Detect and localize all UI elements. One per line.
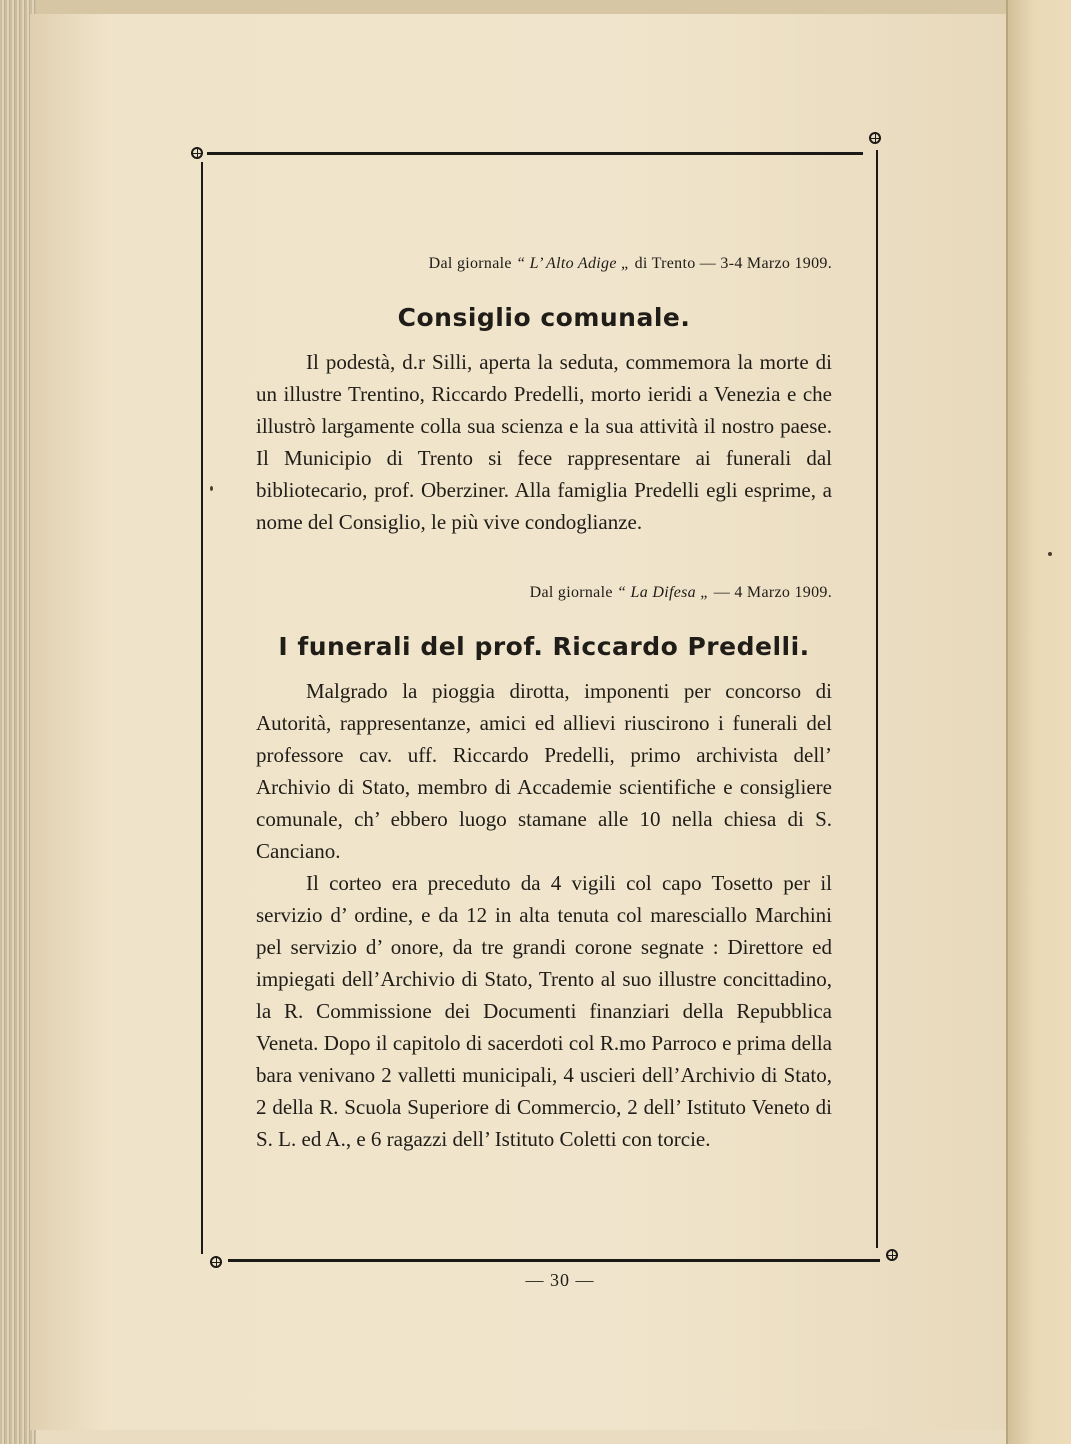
corner-ornament-icon: [210, 1256, 222, 1268]
source-journal: “ L’ Alto Adige „: [516, 255, 631, 272]
frame-bottom-rule: [228, 1259, 880, 1262]
article-2-paragraph-2: Il corteo era preceduto da 4 vigili col capo Tosetto per il servizio d’ ordine, e da 12 in alta tenuta col maresciallo Marchini pel servizio d’ onore, da tre grandi corone segnate : Direttore ed impiegati dell’Archivio di Stato, Trento al suo illustre concittadino, la R. Commissione dei Documenti finanziari della Repubblica Veneta. Dopo il capitolo di sacerdoti col R.mo Parroco e prima della bara venivano 2 valletti municipali, 4 uscieri dell’Archivio di Stato, 2 della R. Scuola Superiore di Commercio, 2 dell’ Istituto Veneto di S. L. ed A., e 6 ragazzi dell’ Istituto Coletti con torcie.: [256, 871, 832, 1151]
corner-ornament-icon: [191, 147, 203, 159]
article-1-heading: Consiglio comunale.: [397, 303, 691, 332]
article-2-heading: I funerali del prof. Riccardo Predelli.: [278, 632, 810, 661]
paper-speck: [1048, 552, 1052, 556]
article-2-source: [256, 582, 832, 604]
source-suffix: di Trento — 3-4 Marzo 1909.: [634, 255, 832, 272]
corner-ornament-icon: [869, 132, 881, 144]
corner-ornament-icon: [886, 1249, 898, 1261]
article-2-paragraph-1: Malgrado la pioggia dirotta, imponenti per concorso di Autorità, rappresentanze, amici ed allievi riuscirono i funerali del professore cav. uff. Riccardo Predelli, primo archivista dell’ Archivio di Stato, membro di Accademie scientifiche e consigliere comunale, ch’ ebbero luogo stamane alle 10 nella chiesa di S. Canciano.: [256, 679, 832, 863]
article-1-source: [256, 253, 832, 275]
source-journal: “ La Difesa „: [617, 584, 710, 601]
frame-top-rule: [207, 152, 863, 155]
frame-right-rule: [876, 150, 878, 1248]
frame-left-rule: [201, 162, 203, 1254]
source-suffix: — 4 Marzo 1909.: [713, 584, 832, 601]
paper-speck: [210, 486, 213, 491]
source-prefix: Dal giornale: [529, 584, 613, 601]
page-content: [256, 240, 832, 1155]
article-1-paragraph: Il podestà, d.r Silli, aperta la seduta, commemora la morte di un illustre Trentino, Riccardo Predelli, morto ieridi a Venezia e che illustrò largamente colla sua scienza e la sua attività il nostro paese. Il Municipio di Trento si fece rappresentare ai funerali dal bibliotecario, prof. Oberziner. Alla famiglia Predelli egli esprime, a nome del Consiglio, le più vive condoglianze.: [256, 350, 832, 534]
scan-top-edge: [0, 0, 1071, 14]
facing-page-edge: [1006, 0, 1071, 1444]
page-number: — 30 —: [525, 1270, 595, 1290]
source-prefix: Dal giornale: [428, 255, 512, 272]
